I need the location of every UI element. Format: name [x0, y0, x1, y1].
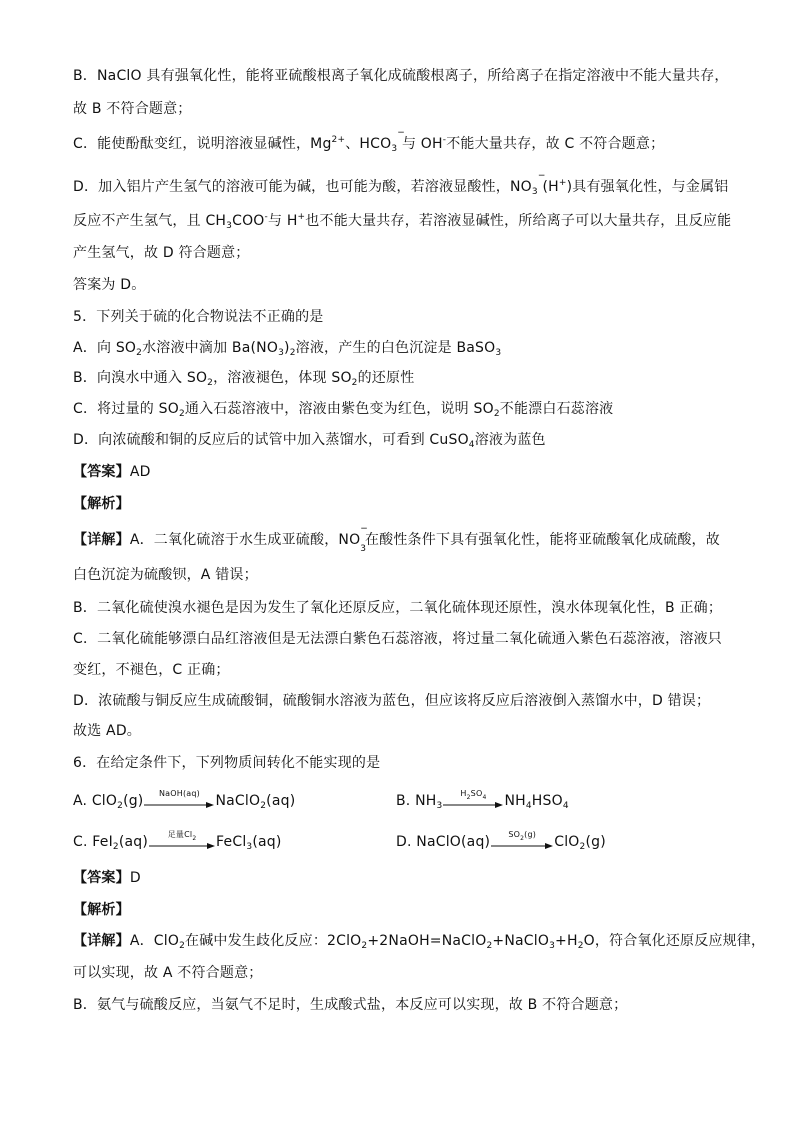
detail-q5-conclusion: 故选 AD。: [73, 723, 142, 739]
question-5-option-b: B．向溴水中通入 $SO_2$，溶液褪色，体现 $SO_2$的还原性: [73, 370, 415, 388]
answer-q5: 【答案】AD: [73, 464, 151, 480]
question-6-option-a: A. ClO$_2$(g) NaOH(aq) NaClO$_2$(aq): [73, 789, 296, 811]
line-b-option-1: B．NaClO 具有强氧化性，能将亚硫酸根离子氧化成硫酸根离子，所给离子在指定溶液中不能大量共存，: [73, 68, 729, 84]
detail-q5-b: B．二氧化硫使溴水褪色是因为发生了氧化还原反应，二氧化硫体现还原性，溴水体现氧化性，B 正确；: [73, 600, 723, 616]
line-b-option-2: 故 B 不符合题意；: [73, 101, 192, 117]
analysis-q5-heading: 【解析】: [73, 496, 130, 512]
reaction-arrow-b: $H_2SO_4$: [443, 794, 503, 808]
answer-q4: 答案为 D。: [73, 277, 146, 293]
detail-q5-d: D．浓硫酸与铜反应生成硫酸铜，硫酸铜水溶液为蓝色，但应该将反应后溶液倒入蒸馏水中，D 错误；: [73, 693, 711, 709]
reaction-arrow-d: $SO_2(g)$: [491, 835, 553, 849]
question-6-option-b: B. $NH_3$ $H_2SO_4$ $NH_4HSO_4$: [396, 789, 569, 811]
detail-q5-a-2: 白色沉淀为硫酸钡，A 错误；: [73, 567, 258, 583]
question-5-title: 5．下列关于硫的化合物说法不正确的是: [73, 309, 324, 325]
question-6-option-d: D. NaClO(aq) $SO_2(g)$ ClO$_2$(g): [396, 830, 606, 852]
line-d-option-1: D．加入铝片产生氢气的溶液可能为碱，也可能为酸，若溶液显酸性，$NO_3$ − (H+)具有强氧化性，与金属铝: [73, 171, 729, 197]
question-5-option-c: C．将过量的 $SO_2$通入石蕊溶液中，溶液由紫色变为红色，说明 $SO_2$不能漂白石蕊溶液: [73, 401, 614, 419]
question-6-title: 6．在给定条件下，下列物质间转化不能实现的是: [73, 755, 381, 771]
detail-q6-a-2: 可以实现，故 A 不符合题意；: [73, 965, 263, 981]
detail-q5-c-1: C．二氧化硫能够漂白品红溶液但是无法漂白紫色石蕊溶液，将过量二氧化硫通入紫色石蕊溶液，溶液只: [73, 631, 722, 647]
question-5-option-a: A．向 $SO_2$水溶液中滴加 $Ba(NO_3)_2$溶液，产生的白色沉淀是 BaSO$_3$: [73, 340, 502, 358]
analysis-q6-heading: 【解析】: [73, 902, 130, 918]
line-d-option-3: 产生氢气，故 D 符合题意；: [73, 245, 250, 261]
line-c-option: C．能使酚酞变红，说明溶液显碱性，$Mg^{2+}$、$HCO_3$ − 与 OH-不能大量共存，故 C 不符合题意；: [73, 128, 665, 154]
line-d-option-2: 反应不产生氢气，且 $CH_3COO^-$与 H+也不能大量共存，若溶液显碱性，所给离子可以大量共存，且反应能: [73, 212, 732, 231]
detail-q6-a-1: 【详解】A．ClO$_2$在碱中发生歧化反应：$2ClO_2+2NaOH=NaClO_2+NaClO_3+H_2O$，符合氧化还原反应规律，: [73, 933, 766, 951]
reaction-arrow-c: 足量$Cl_2$: [149, 835, 215, 849]
detail-q5-c-2: 变红，不褪色，C 正确；: [73, 662, 230, 678]
detail-q6-b: B．氨气与硫酸反应，当氨气不足时，生成酸式盐，本反应可以实现，故 B 不符合题意；: [73, 997, 628, 1013]
detail-q5-a-1: 【详解】A．二氧化硫溶于水生成亚硫酸，NO − 3 在酸性条件下具有强氧化性，能将亚硫酸氧化成硫酸，故: [73, 524, 720, 554]
answer-q6: 【答案】D: [73, 870, 141, 886]
question-5-option-d: D．向浓硫酸和铜的反应后的试管中加入蒸馏水，可看到 CuSO$_4$溶液为蓝色: [73, 432, 546, 450]
reaction-arrow-a: NaOH(aq): [144, 794, 214, 808]
question-6-option-c: C. FeI$_2$(aq) 足量$Cl_2$ FeCl$_3$(aq): [73, 830, 282, 852]
